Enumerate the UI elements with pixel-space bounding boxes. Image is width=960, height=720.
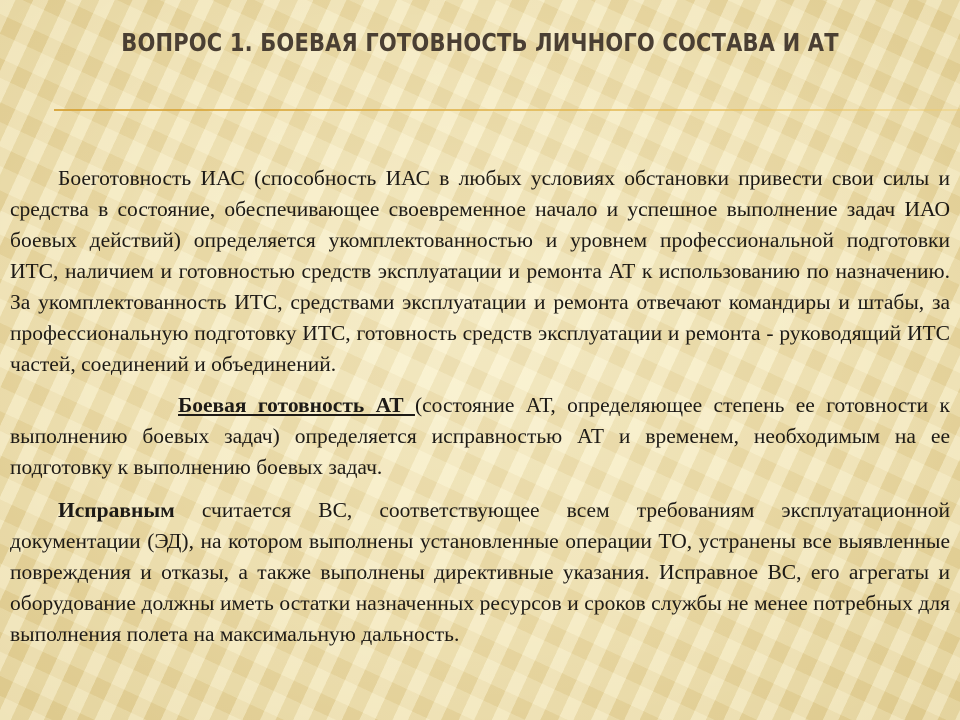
slide-content [10,163,950,650]
paragraph-combat-readiness-at [10,390,950,483]
slide-title: ВОПРОС 1. БОЕВАЯ ГОТОВНОСТЬ ЛИЧНОГО СОСТАВА И АТ [121,28,839,57]
paragraph-text: считается ВС, соответствующее всем требованиям эксплуатационной документации (ЭД), на котором выполнены установленные операции ТО, устранены все выявленные повреждения и отказы, а также выполнены директивные указания. Исправное ВС, его агрегаты и оборудование должны иметь остатки назначенных ресурсов и сроков службы не менее потребных для выполнения полета на максимальную дальность. [10,498,950,646]
term-serviceable: Исправным [58,498,175,522]
paragraph-text: Боеготовность ИАС (способность ИАС в любых условиях обстановки привести свои силы и средства в состояние, обеспечивающее своевременное начало и успешное выполнение задач ИАО боевых действий) определяется укомплектованностью и уровнем профессиональной подготовки ИТС, наличием и готовностью средств эксплуатации и ремонта АТ к использованию по назначению. За укомплектованность ИТС, средствами эксплуатации и ремонта отвечают командиры и штабы, за профессиональную подготовку ИТС, готовность средств эксплуатации и ремонта - руководящий ИТС частей, соединений и объединений. [10,166,950,376]
paragraph-combat-readiness-ias [10,163,950,380]
title-divider [54,109,960,111]
paragraph-serviceable-aircraft [10,495,950,650]
term-combat-readiness-at: Боевая готовность АТ [178,393,415,417]
paragraph-text: (состояние АТ, определяющее степень ее готовности к выполнению боевых задач) определяется исправностью АТ и временем, необходимым на ее подготовку к выполнению боевых задач. [10,393,950,479]
